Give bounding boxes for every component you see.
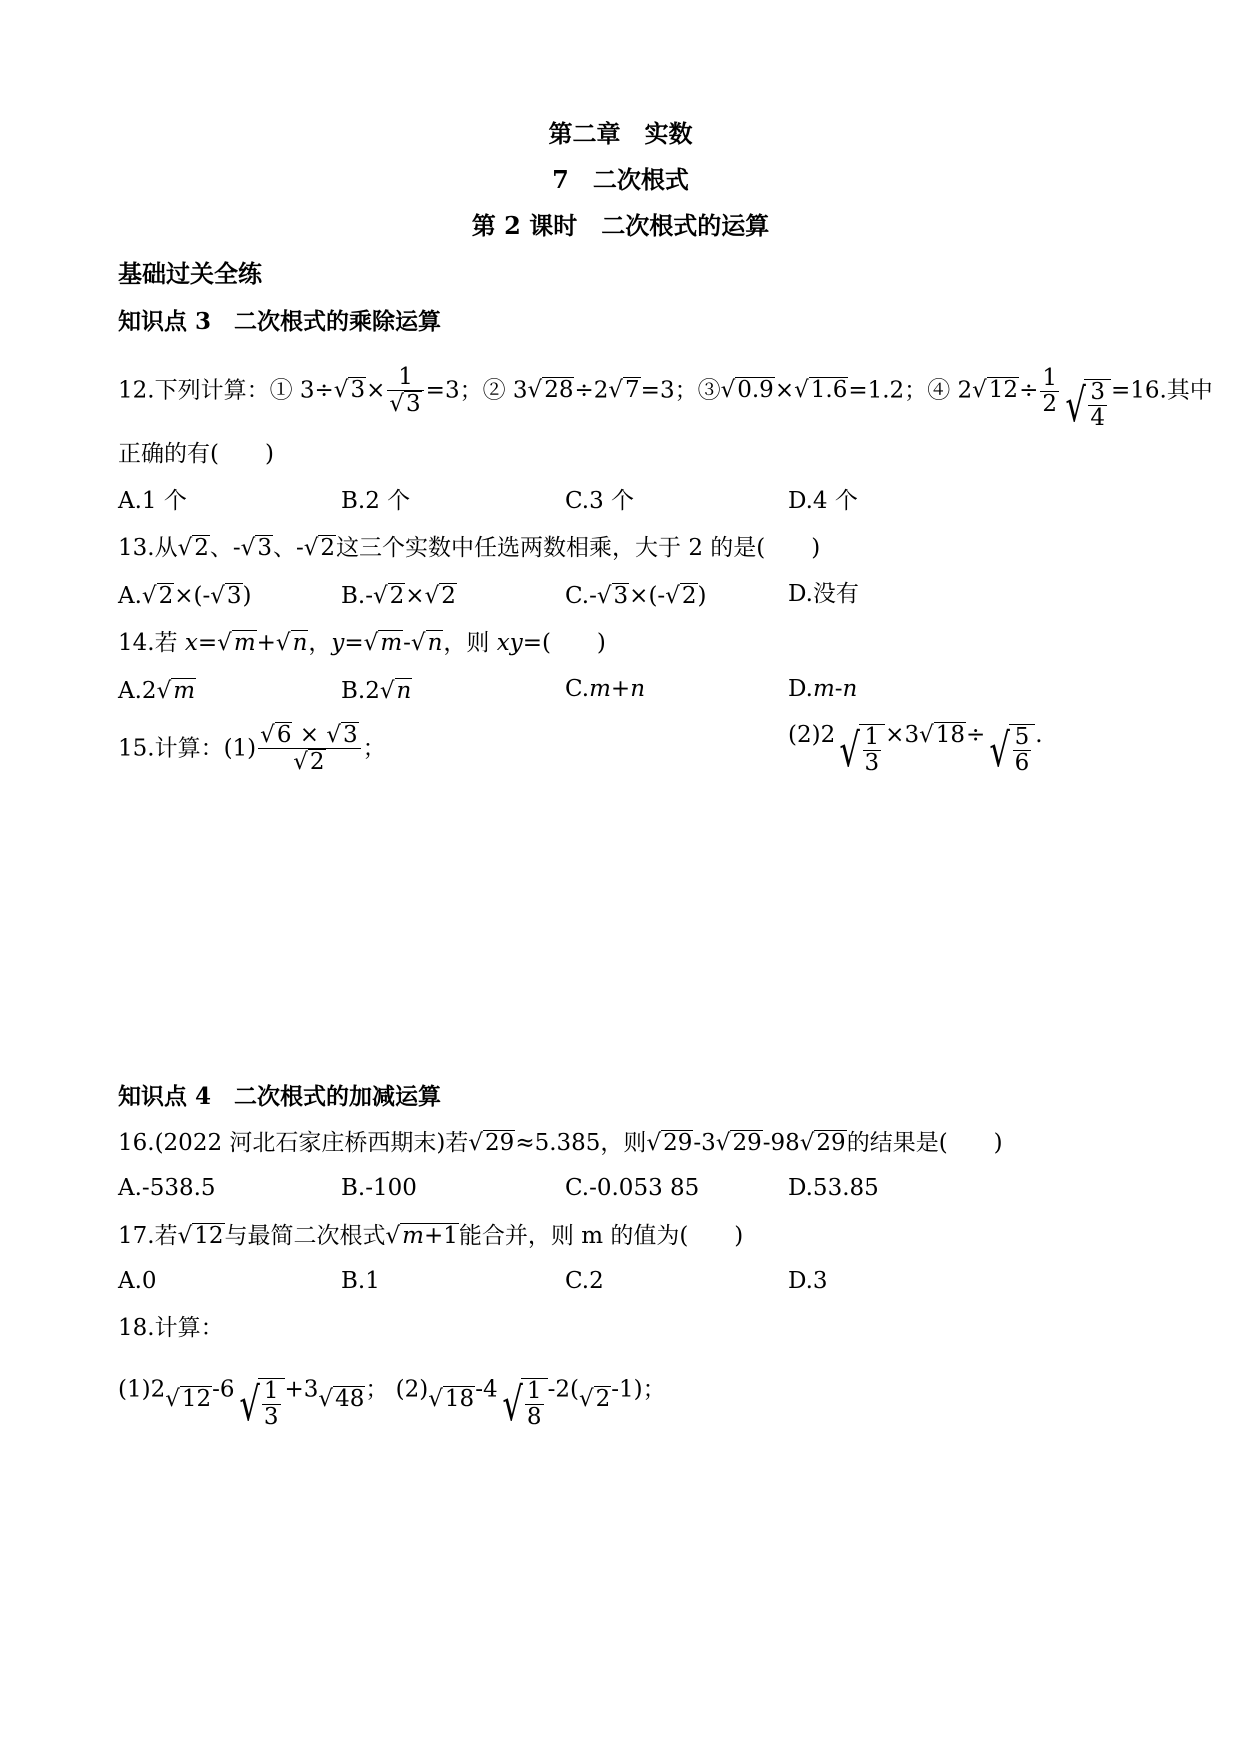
q12-option-c: C.3 个 [565, 488, 635, 514]
q14-option-c: C.m+n [565, 676, 646, 702]
question-14: 14.若 x=√m+√n，y=√m-√n，则 xy=( ) [118, 630, 606, 656]
q17-option-d: D.3 [788, 1268, 828, 1294]
q17-option-a: A.0 [118, 1268, 157, 1294]
q13-option-d: D.没有 [788, 581, 859, 607]
q14-option-d: D.m-n [788, 676, 858, 702]
q16-option-d: D.53.85 [788, 1175, 879, 1201]
chapter-title: 第二章 实数 [548, 119, 693, 148]
section-title: 7 二次根式 [552, 165, 689, 194]
q13-option-b: B.-√2×√2 [341, 583, 456, 609]
q15-p2-prefix: (2)2 [788, 722, 836, 748]
question-12-line1 [118, 365, 1213, 432]
q12-option-a: A.1 个 [118, 488, 187, 514]
sqrt-3: √3 [333, 377, 366, 404]
sqrt-2: √2 [303, 535, 336, 561]
sqrt-0.9: √0.9 [720, 377, 774, 404]
question-16: 16.(2022 河北石家庄桥西期末)若√29≈5.385，则√29-3√29-98√29的结果是( ) [118, 1130, 1003, 1156]
q12-c3-end: =1.2； [848, 377, 928, 404]
q12-c4-end: =16.其中 [1110, 377, 1213, 404]
q13-text: 这三个实数中任选两数相乘，大于 2 的是( ) [336, 535, 821, 561]
q16-prefix: 16.(2022 河北石家庄桥西期末)若 [118, 1130, 469, 1156]
sqrt-3: √3 [240, 535, 272, 561]
q16-option-b: B.-100 [341, 1175, 417, 1201]
q12-times: × [366, 377, 386, 404]
q13-option-a: A.√2×(-√3) [118, 583, 252, 609]
question-17: 17.若√12与最简二次根式√m+1能合并，则 m 的值为( ) [118, 1223, 744, 1249]
lesson-title: 第 2 课时 二次根式的运算 [471, 211, 770, 240]
q12-option-b: B.2 个 [341, 488, 411, 514]
q12-choice2: ② 3 [482, 377, 528, 404]
sqrt-5-over-6: √ $\frac{5}{6}$ [985, 724, 1035, 777]
q12-choice4: ④ 2 [927, 377, 973, 404]
q12-prefix: 12.下列计算： [118, 377, 270, 404]
q12-choice1: ① 3÷ [269, 377, 334, 404]
q13-option-c: C.-√3×(-√2) [565, 583, 707, 609]
q12-choice3: ③ [697, 377, 721, 404]
question-18-title: 18.计算： [118, 1315, 224, 1341]
sqrt-1.6: √1.6 [794, 377, 848, 404]
knowledge-point-4: 知识点 4 二次根式的加减运算 [118, 1083, 442, 1110]
knowledge-point-3: 知识点 3 二次根式的乘除运算 [118, 308, 442, 335]
sqrt-2: √2 [177, 535, 209, 561]
q16-approx: ≈5.385，则 [515, 1130, 647, 1156]
q14-end: =( ) [522, 630, 606, 656]
q14-option-a: A.2√m [118, 678, 196, 704]
q12-c2-end: =3； [640, 377, 698, 404]
q16-option-a: A.-538.5 [118, 1175, 216, 1201]
question-12-line2: 正确的有( ) [118, 441, 274, 467]
q12-div: ÷2 [574, 377, 609, 404]
q14-option-b: B.2√n [341, 678, 412, 704]
q15-prefix: 15.计算：(1) [118, 735, 257, 762]
sqrt-3-over-4: √ $\frac{3}{4}$ [1061, 379, 1111, 432]
q14-then: ，则 [443, 630, 497, 656]
q18-part1: (1)2 [118, 1376, 166, 1403]
question-18-parts: (1)2√12-6√ $\frac{1}{3}$ +3√48； (2)√18-4√ $\frac{1}{8}$ -2(√2-1)； [118, 1376, 666, 1432]
q17-option-c: C.2 [565, 1268, 604, 1294]
q15-p1-end: ； [362, 735, 386, 762]
fraction-1-over-sqrt3: $\frac{1}{√3}$ [387, 365, 423, 418]
q12-div2: ÷ [1019, 377, 1039, 404]
question-15-part2: (2)2√ $\frac{1}{3}$ ×3√18÷√ $\frac{5}{6}$ . [788, 722, 1043, 777]
q12-times2: × [774, 377, 795, 404]
q14-prefix: 14.若 [118, 630, 185, 656]
practice-heading: 基础过关全练 [118, 259, 262, 288]
q18-part2: (2) [395, 1376, 429, 1403]
q12-c1-end: =3； [425, 377, 483, 404]
q17-mid: 与最简二次根式 [224, 1223, 386, 1249]
q17-prefix: 17.若 [118, 1223, 178, 1249]
q12-option-d: D.4 个 [788, 488, 858, 514]
fraction-1-over-2: $\frac{1}{2}$ [1042, 365, 1057, 418]
q13-prefix: 13.从 [118, 535, 178, 561]
sqrt-7: √7 [608, 377, 640, 404]
q17-end: 能合并，则 m 的值为( ) [458, 1223, 744, 1249]
q17-option-b: B.1 [341, 1268, 380, 1294]
q15-p2-end: . [1035, 722, 1043, 748]
sqrt-1-over-3: √ $\frac{1}{3}$ [835, 724, 885, 777]
sqrt-28: √28 [527, 377, 574, 404]
question-13: 13.从√2、-√3、-√2这三个实数中任选两数相乘，大于 2 的是( ) [118, 535, 821, 561]
sqrt-12: √12 [972, 377, 1019, 404]
q16-end: 的结果是( ) [846, 1130, 1003, 1156]
q16-option-c: C.-0.053 85 [565, 1175, 700, 1201]
question-15-part1 [118, 722, 386, 776]
fraction-sqrt6-sqrt3-over-sqrt2: $\frac{√6 \times √3}{√2}$ [258, 722, 361, 776]
